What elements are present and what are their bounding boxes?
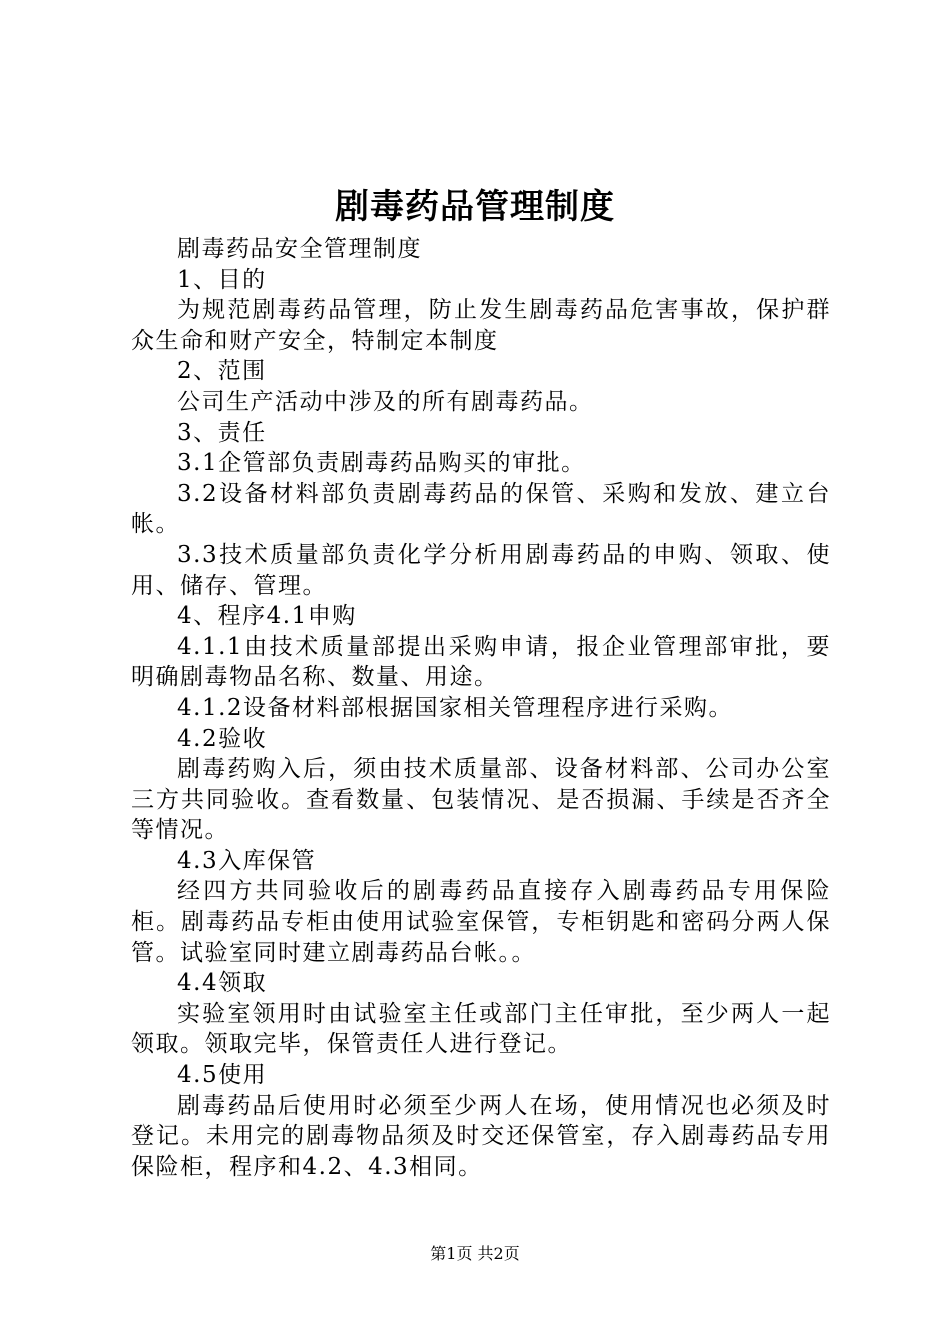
page-footer: 第1页 共2页 bbox=[430, 1244, 520, 1263]
paragraph-4-1-1: 4.1.1由技术质量部提出采购申请，报企业管理部审批，要明确剧毒物品名称、数量、用途。 bbox=[131, 633, 831, 691]
paragraph-3-3: 3.3技术质量部负责化学分析用剧毒药品的申购、领取、使用、储存、管理。 bbox=[131, 541, 831, 599]
paragraph-purpose: 为规范剧毒药品管理，防止发生剧毒药品危害事故，保护群众生命和财产安全，特制定本制度 bbox=[131, 297, 831, 354]
document-title: 剧毒药品管理制度 bbox=[335, 187, 615, 227]
paragraph-4-5: 剧毒药品后使用时必须至少两人在场，使用情况也必须及时登记。未用完的剧毒物品须及时交还保管室，存入剧毒药品专用保险柜，程序和4.2、4.3相同。 bbox=[131, 1092, 831, 1180]
paragraph-4-3: 经四方共同验收后的剧毒药品直接存入剧毒药品专用保险柜。剧毒药品专柜由使用试验室保管，专柜钥匙和密码分两人保管。试验室同时建立剧毒药品台帐。。 bbox=[131, 878, 831, 966]
section-heading-scope: 2、范围 bbox=[177, 358, 267, 385]
paragraph-4-2: 剧毒药购入后，须由技术质量部、设备材料部、公司办公室三方共同验收。查看数量、包装情况、是否损漏、手续是否齐全等情况。 bbox=[131, 756, 831, 844]
section-heading-4-3: 4.3入库保管 bbox=[177, 847, 317, 874]
section-heading-4-2: 4.2验收 bbox=[177, 725, 268, 752]
paragraph-4-4: 实验室领用时由试验室主任或部门主任审批，至少两人一起领取。领取完毕，保管责任人进行登记。 bbox=[131, 1000, 831, 1058]
paragraph-3-1: 3.1企管部负责剧毒药品购买的审批。 bbox=[177, 450, 586, 477]
section-heading-responsibility: 3、责任 bbox=[177, 419, 267, 446]
paragraph-subtitle: 剧毒药品安全管理制度 bbox=[177, 236, 422, 262]
paragraph-3-2: 3.2设备材料部负责剧毒药品的保管、采购和发放、建立台帐。 bbox=[131, 480, 831, 538]
document-body bbox=[131, 234, 831, 1182]
section-heading-4-5: 4.5使用 bbox=[177, 1062, 268, 1089]
section-heading-purpose: 1、目的 bbox=[177, 266, 267, 293]
section-heading-procedure: 4、程序4.1申购 bbox=[177, 603, 357, 630]
section-heading-4-4: 4.4领取 bbox=[177, 970, 268, 997]
paragraph-4-1-2: 4.1.2设备材料部根据国家相关管理程序进行采购。 bbox=[177, 694, 734, 721]
paragraph-scope: 公司生产活动中涉及的所有剧毒药品。 bbox=[177, 388, 594, 415]
